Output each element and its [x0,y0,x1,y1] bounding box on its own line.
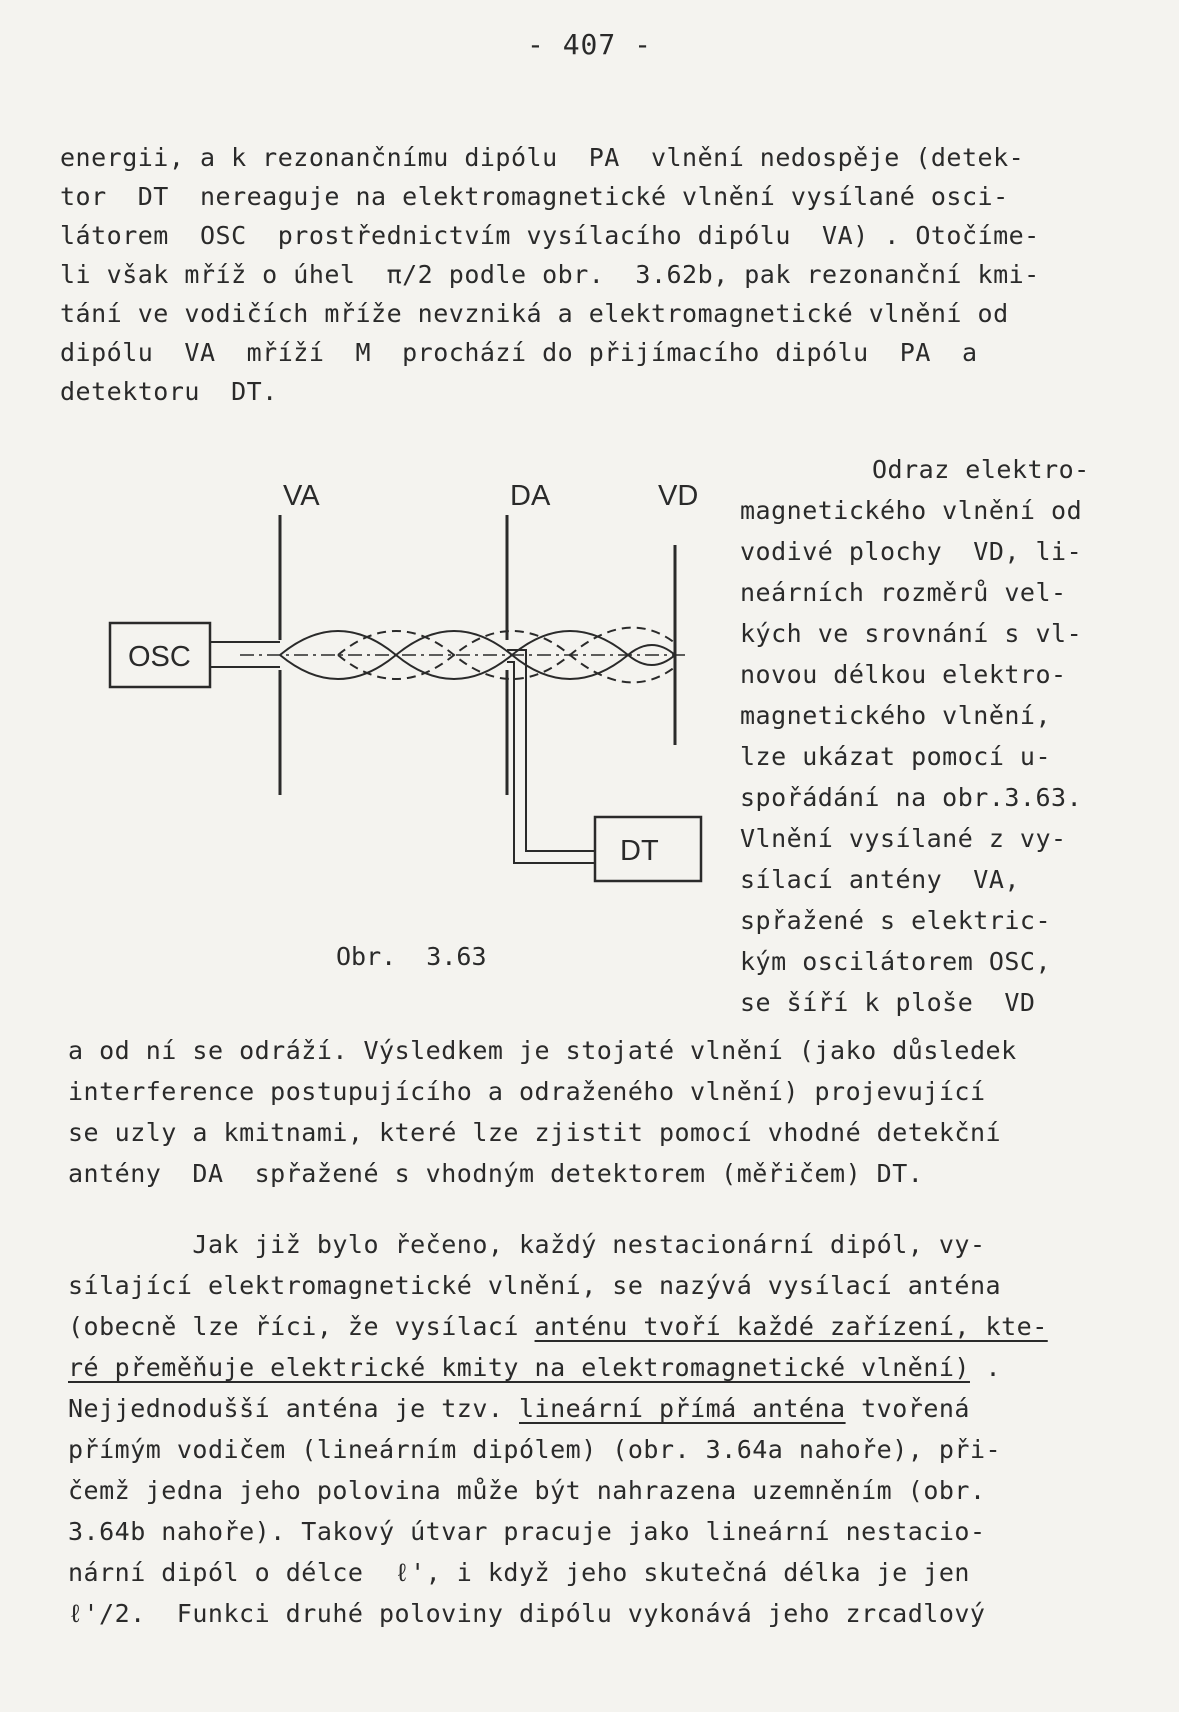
text-line: dipólu VA mříží M prochází do přijímacího dipólu PA a [60,338,978,367]
side-text-line: spřažené s elektric- [740,906,1052,935]
side-text-line: vodivé plochy VD, li- [740,537,1083,566]
text-line [68,1353,1001,1383]
text-line: sílající elektromagnetické vlnění, se nazývá vysílací anténa [68,1271,1002,1300]
label-va: VA [283,480,320,512]
side-text-line: Vlnění vysílané z vy- [740,824,1067,853]
label-osc: OSC [128,641,191,673]
text-line: tání ve vodičích mříže nevzniká a elektromagnetické vlnění od [60,299,1009,328]
text-line: 3.64b nahoře). Takový útvar pracuje jako lineární nestacio- [68,1517,986,1546]
label-da: DA [510,480,551,512]
text-line: Jak již bylo řečeno, každý nestacionární dipól, vy- [68,1230,986,1259]
side-text-line: magnetického vlnění, [740,701,1052,730]
text-line: přímým vodičem (lineárním dipólem) (obr. 3.64a nahoře), při- [68,1435,1002,1464]
text-line: li však mříž o úhel π/2 podle obr. 3.62b, pak rezonanční kmi- [60,260,1040,289]
text-line: látorem OSC prostřednictvím vysílacího dipólu VA) . Otočíme- [60,221,1040,250]
side-text-line: se šíří k ploše VD [740,988,1036,1017]
text-line: nární dipól o délce ℓ', i když jeho skutečná délka je jen [68,1558,970,1587]
dt-feed-line [507,650,595,863]
side-text-line: sílací antény VA, [740,865,1020,894]
text-segment: (obecně lze říci, že vysílací [68,1312,535,1341]
side-text-line: magnetického vlnění od [740,496,1083,525]
side-text-line: neárních rozměrů vel- [740,578,1067,607]
text-line: antény DA spřažené s vhodným detektorem (měřičem) DT. [68,1159,924,1188]
text-line: detektoru DT. [60,377,278,406]
text-line: se uzly a kmitnami, které lze zjistit pomocí vhodné detekční [68,1118,1002,1147]
side-text-line: spořádání na obr.3.63. [740,783,1083,812]
underlined-text: anténu tvoří každé zařízení, kte- [534,1312,1048,1341]
text-segment: tvořená [845,1394,970,1423]
side-text-line: kým oscilátorem OSC, [740,947,1052,976]
text-segment: Nejjednodušší anténa je tzv. [68,1394,519,1423]
side-text-line: lze ukázat pomocí u- [740,742,1052,771]
text-line: energii, a k rezonančnímu dipólu PA vlnění nedospěje (detek- [60,143,1025,172]
figure-3-63-diagram [80,465,720,905]
underlined-text: ré přeměňuje elektrické kmity na elektromagnetické vlnění) [68,1353,970,1382]
text-line [68,1394,970,1424]
text-line: tor DT nereaguje na elektromagnetické vlnění vysílané osci- [60,182,1009,211]
label-vd: VD [658,480,699,512]
text-line: čemž jedna jeho polovina může být nahrazena uzemněním (obr. [68,1476,986,1505]
text-segment: . [969,1353,1002,1382]
text-line: a od ní se odráží. Výsledkem je stojaté vlnění (jako důsledek [68,1036,1017,1065]
figure-caption: Obr. 3.63 [336,942,487,971]
text-line [68,1312,1048,1342]
text-line: interference postupujícího a odraženého vlnění) projevující [68,1077,986,1106]
side-text-line: kých ve srovnání s vl- [740,619,1083,648]
text-line: ℓ'/2. Funkci druhé poloviny dipólu vykonává jeho zrcadlový [68,1599,986,1628]
side-text-line: Odraz elektro- [872,455,1090,484]
label-dt: DT [620,835,659,867]
underlined-text: lineární přímá anténa [519,1394,846,1423]
page-number: - 407 - [526,28,652,61]
side-text-line: novou délkou elektro- [740,660,1067,689]
